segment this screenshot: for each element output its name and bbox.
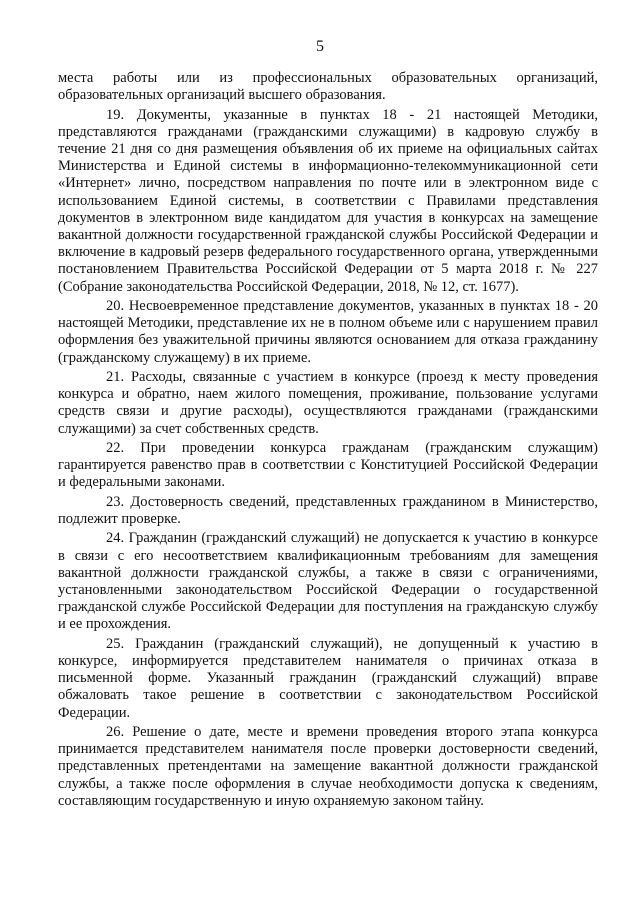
paragraph-25: 25. Гражданин (гражданский служащий), не допущенный к участию в конкурсе, информируется представителем нанимателя о причинах отказа в письменной форме. Указанный гражданин (гражданский служащий) вправе обжаловать такое решение в соответствии с законодательством Российской Федерации. [58,635,598,721]
paragraph-23: 23. Достоверность сведений, представленных гражданином в Министерство, подлежит проверке. [58,493,598,528]
paragraph-19: 19. Документы, указанные в пунктах 18 - 21 настоящей Методики, представляются гражданами (гражданскими служащими) в кадровую службу в течение 21 дня со дня размещения объявления об их приеме на официальных сайтах Министерства и Единой системы в информационно-телекоммуникационной сети «Интернет» лично, посредством направления по почте или в электронном виде с использованием Единой системы, в соответствии с Правилами представления документов в электронном виде кандидатом для участия в конкурсах на замещение вакантной должности государственной гражданской службы Российской Федерации и включение в кадровый резерв федерального государственного органа, утвержденными постановлением Правительства Российской Федерации от 5 марта 2018 г. № 227 (Собрание законодательства Российской Федерации, 2018, № 12, ст. 1677). [58,106,598,295]
paragraph-continuation: места работы или из профессиональных образовательных организаций, образовательных организаций высшего образования. [58,70,598,104]
document-body [58,70,598,812]
paragraph-20: 20. Несвоевременное представление документов, указанных в пунктах 18 - 20 настоящей Методики, представление их не в полном объеме или с нарушением правил оформления без уважительной причины являются основанием для отказа гражданину (гражданскому служащему) в их приеме. [58,298,598,366]
page-number: 5 [316,38,324,55]
paragraph-24: 24. Гражданин (гражданский служащий) не допускается к участию в конкурсе в связи с его несоответствием квалификационным требованиям для замещения вакантной должности гражданской службы, а также в связи с ограничениями, установленными законодательством Российской Федерации о государственной гражданской службе Российской Федерации для поступления на гражданскую службу и ее прохождения. [58,530,598,633]
paragraph-26: 26. Решение о дате, месте и времени проведения второго этапа конкурса принимается представителем нанимателя после проверки достоверности сведений, представленных претендентами на замещение вакантной должности гражданской службы, а также после оформления в случае необходимости допуска к сведениям, составляющим государственную и иную охраняемую законом тайну. [58,724,598,809]
paragraph-22: 22. При проведении конкурса гражданам (гражданским служащим) гарантируется равенство прав в соответствии с Конституцией Российской Федерации и федеральными законами. [58,440,598,491]
paragraph-21: 21. Расходы, связанные с участием в конкурсе (проезд к месту проведения конкурса и обратно, наем жилого помещения, проживание, пользование услугами средств связи и другие расходы), осуществляются гражданами (гражданскими служащими) за счет собственных средств. [58,369,598,437]
